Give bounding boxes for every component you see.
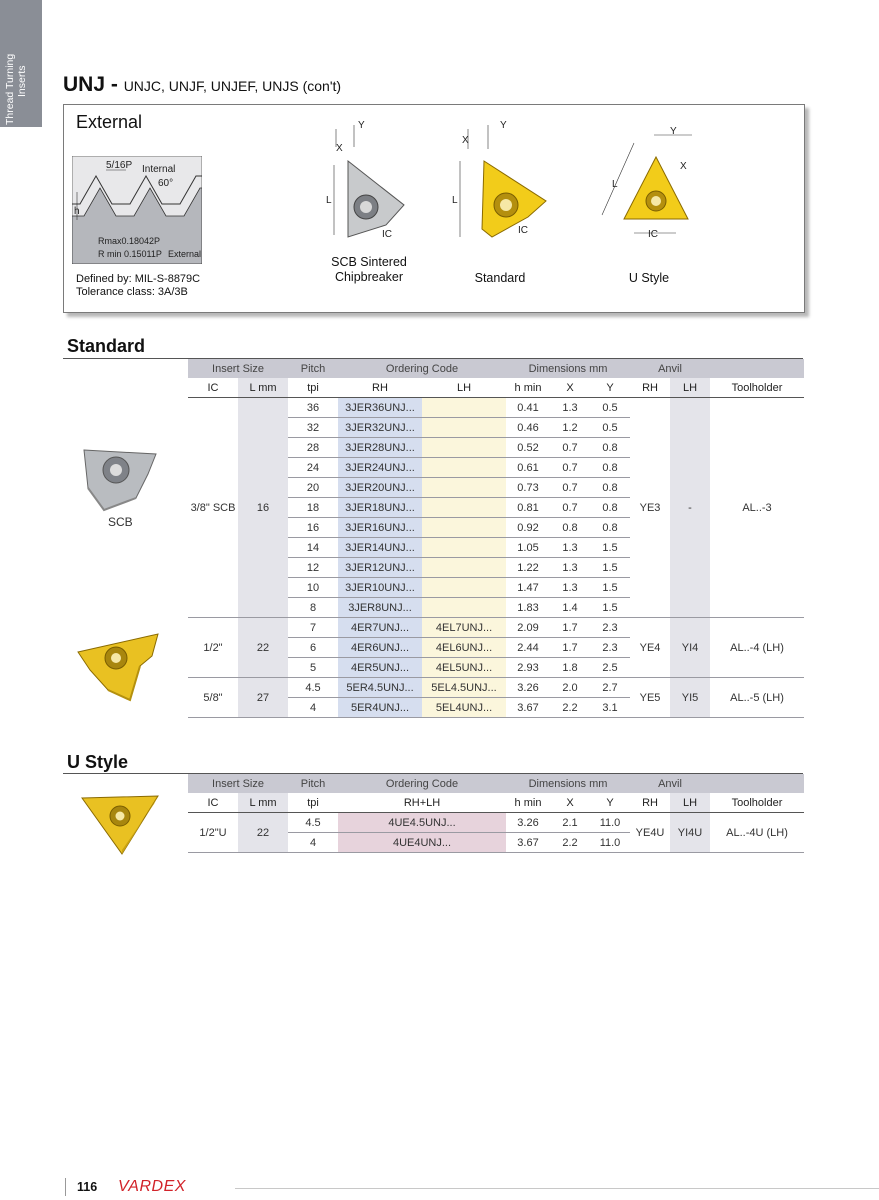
lh-code-cell bbox=[422, 398, 506, 418]
col-y: Y bbox=[590, 378, 630, 398]
lh-code-cell bbox=[422, 458, 506, 478]
standard-insert-image bbox=[74, 630, 164, 704]
anvil-rh-cell: YE3 bbox=[630, 398, 670, 618]
col-anvil-rh: RH bbox=[630, 378, 670, 398]
toolholder-cell: AL..-4U (LH) bbox=[710, 813, 804, 853]
tpi-cell: 14 bbox=[288, 538, 338, 558]
ustyle-table-body bbox=[188, 774, 804, 853]
table-row bbox=[188, 678, 804, 698]
hmin-cell: 3.67 bbox=[506, 698, 550, 718]
tpi-cell: 6 bbox=[288, 638, 338, 658]
lh-code-cell: 4EL6UNJ... bbox=[422, 638, 506, 658]
tpi-cell: 24 bbox=[288, 458, 338, 478]
ic-cell: 5/8" bbox=[188, 678, 238, 718]
tpi-cell: 16 bbox=[288, 518, 338, 538]
x-cell: 1.7 bbox=[550, 638, 590, 658]
u-header-row-2 bbox=[188, 793, 804, 813]
ic-cell: 1/2" bbox=[188, 618, 238, 678]
hmin-cell: 0.73 bbox=[506, 478, 550, 498]
std-l-label: L bbox=[452, 195, 458, 206]
y-cell: 11.0 bbox=[590, 833, 630, 853]
u-col-anvil-lh: LH bbox=[670, 793, 710, 813]
tolerance-class: Tolerance class: 3A/3B bbox=[76, 286, 188, 298]
lh-code-cell bbox=[422, 598, 506, 618]
u-col-insert-size: Insert Size bbox=[188, 774, 288, 793]
hmin-cell: 0.46 bbox=[506, 418, 550, 438]
rhlh-code-cell: 4UE4.5UNJ... bbox=[338, 813, 506, 833]
table-row bbox=[188, 813, 804, 833]
y-cell: 3.1 bbox=[590, 698, 630, 718]
col-ordering-code: Ordering Code bbox=[338, 359, 506, 378]
y-cell: 1.5 bbox=[590, 538, 630, 558]
h-label: h bbox=[74, 206, 80, 217]
hmin-cell: 0.81 bbox=[506, 498, 550, 518]
tpi-cell: 7 bbox=[288, 618, 338, 638]
col-l: L mm bbox=[238, 378, 288, 398]
toolholder-cell: AL..-3 bbox=[710, 398, 804, 618]
u-col-x: X bbox=[550, 793, 590, 813]
lh-code-cell bbox=[422, 518, 506, 538]
rh-code-cell: 3JER24UNJ... bbox=[338, 458, 422, 478]
rh-code-cell: 3JER28UNJ... bbox=[338, 438, 422, 458]
y-cell: 2.3 bbox=[590, 618, 630, 638]
u-col-ic: IC bbox=[188, 793, 238, 813]
ustyle-insert-diagram bbox=[596, 125, 706, 240]
y-cell: 0.8 bbox=[590, 478, 630, 498]
tpi-cell: 12 bbox=[288, 558, 338, 578]
lh-code-cell bbox=[422, 478, 506, 498]
title-sub: UNJC, UNJF, UNJEF, UNJS (con't) bbox=[123, 78, 342, 94]
x-cell: 1.3 bbox=[550, 558, 590, 578]
scb-image-caption: SCB bbox=[108, 515, 133, 529]
x-cell: 0.7 bbox=[550, 458, 590, 478]
rh-code-cell: 4ER6UNJ... bbox=[338, 638, 422, 658]
x-cell: 1.4 bbox=[550, 598, 590, 618]
u-col-anvil: Anvil bbox=[630, 774, 710, 793]
l-cell: 27 bbox=[238, 678, 288, 718]
anvil-rh-cell: YE4 bbox=[630, 618, 670, 678]
hmin-cell: 3.26 bbox=[506, 678, 550, 698]
col-anvil: Anvil bbox=[630, 359, 710, 378]
defined-by: Defined by: MIL-S-8879C bbox=[76, 273, 201, 285]
hmin-cell: 1.05 bbox=[506, 538, 550, 558]
x-cell: 2.2 bbox=[550, 833, 590, 853]
y-cell: 1.5 bbox=[590, 578, 630, 598]
tpi-cell: 4 bbox=[288, 833, 338, 853]
col-toolholder: Toolholder bbox=[710, 378, 804, 398]
y-cell: 2.3 bbox=[590, 638, 630, 658]
spec-info bbox=[76, 273, 200, 299]
col-lh: LH bbox=[422, 378, 506, 398]
lh-code-cell bbox=[422, 498, 506, 518]
lh-code-cell bbox=[422, 558, 506, 578]
l-cell: 22 bbox=[238, 618, 288, 678]
tpi-cell: 4 bbox=[288, 698, 338, 718]
angle-label: 60° bbox=[158, 178, 174, 189]
hmin-cell: 3.26 bbox=[506, 813, 550, 833]
y-cell: 0.5 bbox=[590, 418, 630, 438]
footer-divider bbox=[65, 1178, 66, 1196]
thread-profile-diagram bbox=[72, 156, 202, 264]
x-cell: 2.0 bbox=[550, 678, 590, 698]
col-tpi: tpi bbox=[288, 378, 338, 398]
col-blank bbox=[710, 359, 804, 378]
anvil-lh-cell: YI5 bbox=[670, 678, 710, 718]
y-cell: 1.5 bbox=[590, 558, 630, 578]
pitch-label: 5/16P bbox=[106, 160, 133, 171]
scb-y-label: Y bbox=[358, 120, 365, 131]
toolholder-cell: AL..-4 (LH) bbox=[710, 618, 804, 678]
y-cell: 0.8 bbox=[590, 438, 630, 458]
scb-x-label: X bbox=[336, 143, 343, 154]
hmin-cell: 1.83 bbox=[506, 598, 550, 618]
footer-rule bbox=[235, 1188, 879, 1189]
col-insert-size: Insert Size bbox=[188, 359, 288, 378]
u-col-toolholder: Toolholder bbox=[710, 793, 804, 813]
x-cell: 1.3 bbox=[550, 398, 590, 418]
hmin-cell: 2.09 bbox=[506, 618, 550, 638]
ic-cell: 3/8" SCB bbox=[188, 398, 238, 618]
u-y-label: Y bbox=[670, 126, 677, 137]
ustyle-table bbox=[188, 774, 804, 853]
y-cell: 2.5 bbox=[590, 658, 630, 678]
x-cell: 2.1 bbox=[550, 813, 590, 833]
x-cell: 1.3 bbox=[550, 538, 590, 558]
lh-code-cell bbox=[422, 538, 506, 558]
x-cell: 1.2 bbox=[550, 418, 590, 438]
scb-insert-diagram bbox=[326, 117, 416, 242]
external-box bbox=[63, 104, 805, 313]
standard-caption: Standard bbox=[474, 271, 526, 285]
standard-table-body bbox=[188, 359, 804, 718]
tpi-cell: 18 bbox=[288, 498, 338, 518]
u-l-label: L bbox=[612, 179, 618, 190]
col-x: X bbox=[550, 378, 590, 398]
x-cell: 0.8 bbox=[550, 518, 590, 538]
section-title-ustyle: U Style bbox=[67, 752, 129, 772]
col-dimensions: Dimensions mm bbox=[506, 359, 630, 378]
table-row bbox=[188, 398, 804, 418]
table-row bbox=[188, 618, 804, 638]
u-ic-label: IC bbox=[648, 229, 658, 240]
x-cell: 1.3 bbox=[550, 578, 590, 598]
tpi-cell: 8 bbox=[288, 598, 338, 618]
x-cell: 1.8 bbox=[550, 658, 590, 678]
tpi-cell: 32 bbox=[288, 418, 338, 438]
scb-l-label: L bbox=[326, 195, 332, 206]
u-col-pitch: Pitch bbox=[288, 774, 338, 793]
rh-code-cell: 3JER18UNJ... bbox=[338, 498, 422, 518]
col-ic: IC bbox=[188, 378, 238, 398]
std-x-label: X bbox=[462, 135, 469, 146]
header-row-1 bbox=[188, 359, 804, 378]
standard-table bbox=[188, 359, 804, 718]
page-title bbox=[63, 73, 341, 97]
x-cell: 1.7 bbox=[550, 618, 590, 638]
col-pitch: Pitch bbox=[288, 359, 338, 378]
brand-logo: VARDEX bbox=[118, 1178, 186, 1195]
lh-code-cell bbox=[422, 438, 506, 458]
title-main: UNJ - bbox=[63, 73, 118, 96]
lh-code-cell bbox=[422, 418, 506, 438]
tpi-cell: 36 bbox=[288, 398, 338, 418]
y-cell: 0.8 bbox=[590, 458, 630, 478]
hmin-cell: 0.52 bbox=[506, 438, 550, 458]
l-cell: 16 bbox=[238, 398, 288, 618]
rh-code-cell: 3JER36UNJ... bbox=[338, 398, 422, 418]
u-col-l: L mm bbox=[238, 793, 288, 813]
hmin-cell: 2.44 bbox=[506, 638, 550, 658]
rh-code-cell: 3JER14UNJ... bbox=[338, 538, 422, 558]
internal-label: Internal bbox=[142, 164, 176, 175]
ic-cell: 1/2"U bbox=[188, 813, 238, 853]
l-cell: 22 bbox=[238, 813, 288, 853]
u-col-rhlh: RH+LH bbox=[338, 793, 506, 813]
tpi-cell: 4.5 bbox=[288, 678, 338, 698]
ustyle-insert-image bbox=[80, 792, 160, 858]
scb-caption: SCB Sintered Chipbreaker bbox=[331, 255, 407, 284]
side-tab-label bbox=[4, 0, 28, 125]
anvil-rh-cell: YE5 bbox=[630, 678, 670, 718]
rh-code-cell: 5ER4.5UNJ... bbox=[338, 678, 422, 698]
tpi-cell: 28 bbox=[288, 438, 338, 458]
y-cell: 11.0 bbox=[590, 813, 630, 833]
col-hmin: h min bbox=[506, 378, 550, 398]
tpi-cell: 20 bbox=[288, 478, 338, 498]
page-number: 116 bbox=[77, 1180, 98, 1194]
side-tab-line2: Inserts bbox=[16, 65, 28, 97]
side-tab bbox=[0, 0, 42, 127]
u-col-dimensions: Dimensions mm bbox=[506, 774, 630, 793]
y-cell: 2.7 bbox=[590, 678, 630, 698]
lh-code-cell: 4EL5UNJ... bbox=[422, 658, 506, 678]
lh-code-cell: 4EL7UNJ... bbox=[422, 618, 506, 638]
hmin-cell: 0.41 bbox=[506, 398, 550, 418]
anvil-lh-cell: - bbox=[670, 398, 710, 618]
standard-insert-diagram bbox=[448, 117, 558, 242]
hmin-cell: 1.47 bbox=[506, 578, 550, 598]
y-cell: 0.5 bbox=[590, 398, 630, 418]
x-cell: 0.7 bbox=[550, 478, 590, 498]
rh-code-cell: 4ER7UNJ... bbox=[338, 618, 422, 638]
scb-ic-label: IC bbox=[382, 229, 392, 240]
rh-code-cell: 5ER4UNJ... bbox=[338, 698, 422, 718]
hmin-cell: 3.67 bbox=[506, 833, 550, 853]
rh-code-cell: 3JER16UNJ... bbox=[338, 518, 422, 538]
x-cell: 0.7 bbox=[550, 498, 590, 518]
hmin-cell: 1.22 bbox=[506, 558, 550, 578]
u-col-tpi: tpi bbox=[288, 793, 338, 813]
y-cell: 1.5 bbox=[590, 598, 630, 618]
u-col-y: Y bbox=[590, 793, 630, 813]
hmin-cell: 0.92 bbox=[506, 518, 550, 538]
u-col-anvil-rh: RH bbox=[630, 793, 670, 813]
u-col-ordering-code: Ordering Code bbox=[338, 774, 506, 793]
rh-code-cell: 3JER8UNJ... bbox=[338, 598, 422, 618]
u-x-label: X bbox=[680, 161, 687, 172]
u-col-blank bbox=[710, 774, 804, 793]
y-cell: 0.8 bbox=[590, 498, 630, 518]
external-title: External bbox=[76, 112, 143, 132]
section-title-standard: Standard bbox=[67, 336, 146, 356]
rmin-label: R min 0.15011P bbox=[98, 249, 162, 259]
anvil-lh-cell: YI4 bbox=[670, 618, 710, 678]
lh-code-cell bbox=[422, 578, 506, 598]
rmax-label: Rmax0.18042P bbox=[98, 236, 161, 246]
lh-code-cell: 5EL4.5UNJ... bbox=[422, 678, 506, 698]
u-col-hmin: h min bbox=[506, 793, 550, 813]
y-cell: 0.8 bbox=[590, 518, 630, 538]
tpi-cell: 4.5 bbox=[288, 813, 338, 833]
scb-insert-image bbox=[78, 440, 162, 514]
hmin-cell: 0.61 bbox=[506, 458, 550, 478]
lh-code-cell: 5EL4UNJ... bbox=[422, 698, 506, 718]
col-anvil-lh: LH bbox=[670, 378, 710, 398]
rh-code-cell: 3JER10UNJ... bbox=[338, 578, 422, 598]
rh-code-cell: 3JER32UNJ... bbox=[338, 418, 422, 438]
std-ic-label: IC bbox=[518, 225, 528, 236]
rh-code-cell: 3JER12UNJ... bbox=[338, 558, 422, 578]
rh-code-cell: 3JER20UNJ... bbox=[338, 478, 422, 498]
x-cell: 0.7 bbox=[550, 438, 590, 458]
toolholder-cell: AL..-5 (LH) bbox=[710, 678, 804, 718]
col-rh: RH bbox=[338, 378, 422, 398]
external-label: External bbox=[168, 249, 202, 259]
ustyle-caption: U Style bbox=[628, 271, 670, 285]
rh-code-cell: 4ER5UNJ... bbox=[338, 658, 422, 678]
hmin-cell: 2.93 bbox=[506, 658, 550, 678]
tpi-cell: 10 bbox=[288, 578, 338, 598]
anvil-lh-cell: YI4U bbox=[670, 813, 710, 853]
tpi-cell: 5 bbox=[288, 658, 338, 678]
anvil-rh-cell: YE4U bbox=[630, 813, 670, 853]
u-header-row-1 bbox=[188, 774, 804, 793]
rhlh-code-cell: 4UE4UNJ... bbox=[338, 833, 506, 853]
x-cell: 2.2 bbox=[550, 698, 590, 718]
side-tab-line1: Thread Turning bbox=[4, 53, 16, 125]
std-y-label: Y bbox=[500, 120, 507, 131]
header-row-2 bbox=[188, 378, 804, 398]
